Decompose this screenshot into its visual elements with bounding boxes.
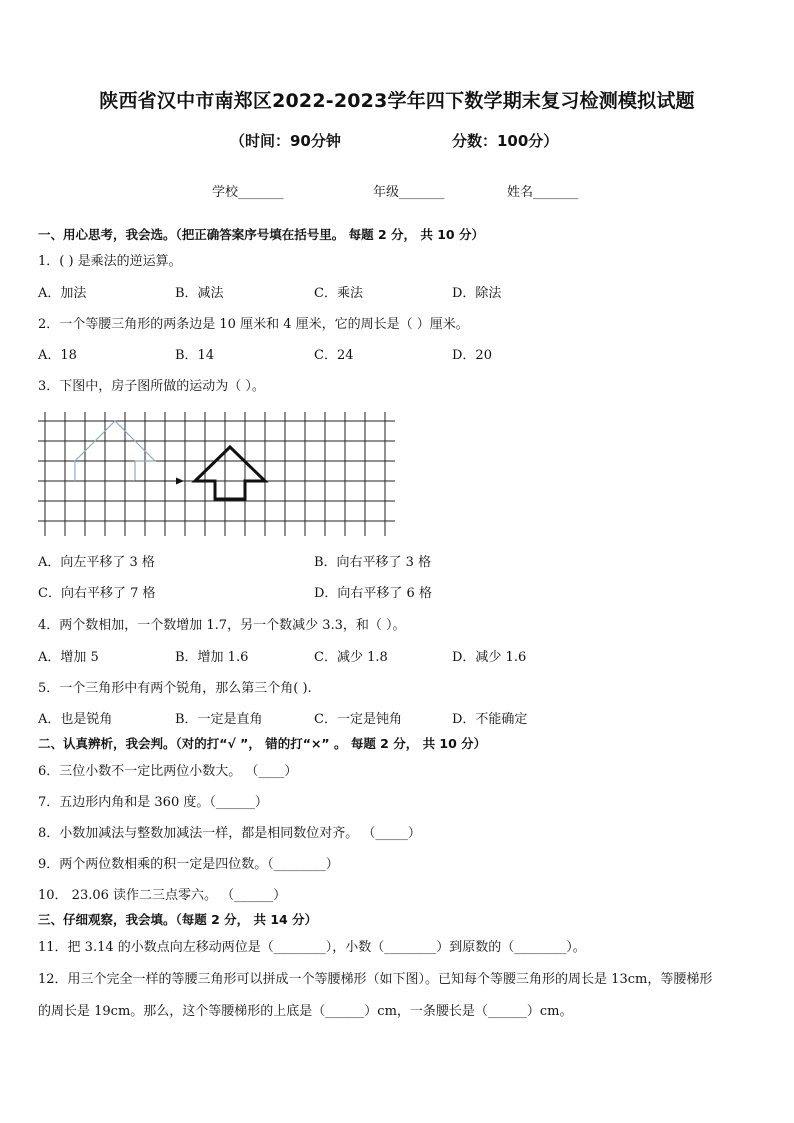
q5-option-c: C．一定是钝角: [314, 712, 402, 727]
question-9: 9．两个两位数相乘的积一定是四位数。（________）: [38, 857, 339, 872]
question-4: 4．两个数相加，一个数增加 1.7，另一个数减少 3.3，和（ ）。: [38, 618, 406, 633]
question-7: 7．五边形内角和是 360 度。（______）: [38, 795, 268, 810]
q3-option-c: C．向右平移了 7 格: [38, 586, 156, 601]
question-10: 10． 23.06 读作二三点零六。 （______）: [38, 888, 287, 903]
q4-option-b: B．增加 1.6: [175, 650, 249, 665]
q3-option-a: A．向左平移了 3 格: [38, 555, 155, 570]
question-8: 8．小数加减法与整数加减法一样，都是相同数位对齐。 （_____）: [38, 826, 421, 841]
question-2: 2．一个等腰三角形的两条边是 10 厘米和 4 厘米，它的周长是（ ）厘米。: [38, 317, 469, 332]
q1-option-c: C．乘法: [314, 286, 363, 301]
name-field: 姓名_______: [507, 185, 579, 200]
q1-option-d: D．除法: [452, 286, 502, 301]
q5-option-a: A．也是锐角: [38, 712, 113, 727]
section1-heading: 一、用心思考，我会选。（把正确答案序号填在括号里。 每题 2 分， 共 10 分）: [38, 227, 484, 242]
question-3: 3．下图中，房子图所做的运动为（ ）。: [38, 379, 265, 394]
grade-field: 年级_______: [373, 185, 445, 200]
q2-option-d: D．20: [452, 348, 492, 363]
section3-heading: 三、仔细观察，我会填。（每题 2 分， 共 14 分）: [38, 912, 318, 927]
exam-time: （时间：90分钟: [230, 132, 341, 150]
grid-lines: [38, 412, 395, 538]
question-5: 5．一个三角形中有两个锐角，那么第三个角( ).: [38, 681, 312, 696]
q1-option-a: A．加法: [38, 286, 87, 301]
ghost-house-shape: [75, 421, 155, 481]
q2-option-a: A．18: [38, 348, 77, 363]
question-11: 11．把 3.14 的小数点向左移动两位是（________），小数（________）到原数的（________）。: [38, 940, 586, 955]
section2-heading: 二、认真辨析，我会判。（对的打“√ ”， 错的打“×” 。 每题 2 分， 共 10 分）: [38, 736, 487, 751]
translation-grid-figure: [38, 410, 398, 538]
q4-option-a: A．增加 5: [38, 650, 99, 665]
translation-arrow-head: [176, 478, 184, 485]
q4-option-d: D．减少 1.6: [452, 650, 527, 665]
question-6: 6．三位小数不一定比两位小数大。 （____）: [38, 764, 298, 779]
q4-option-c: C．减少 1.8: [314, 650, 388, 665]
q3-option-b: B．向右平移了 3 格: [314, 555, 432, 570]
page-title: 陕西省汉中市南郑区2022-2023学年四下数学期末复习检测模拟试题: [99, 90, 695, 112]
q2-option-c: C．24: [314, 348, 354, 363]
school-field: 学校_______: [212, 185, 284, 200]
q1-option-b: B．减法: [175, 286, 224, 301]
question-12-line1: 12．用三个完全一样的等腰三角形可以拼成一个等腰梯形（如下图）。已知每个等腰三角形的周长是 13cm，等腰梯形: [38, 972, 713, 987]
question-1: 1．( ) 是乘法的逆运算。: [38, 254, 182, 269]
question-12-line2: 的周长是 19cm。那么，这个等腰梯形的上底是（______）cm，一条腰长是（______）cm。: [38, 1004, 573, 1019]
q2-option-b: B．14: [175, 348, 215, 363]
exam-score: 分数：100分）: [452, 132, 559, 150]
q5-option-b: B．一定是直角: [175, 712, 263, 727]
q5-option-d: D．不能确定: [452, 712, 528, 727]
q3-option-d: D．向右平移了 6 格: [314, 586, 432, 601]
